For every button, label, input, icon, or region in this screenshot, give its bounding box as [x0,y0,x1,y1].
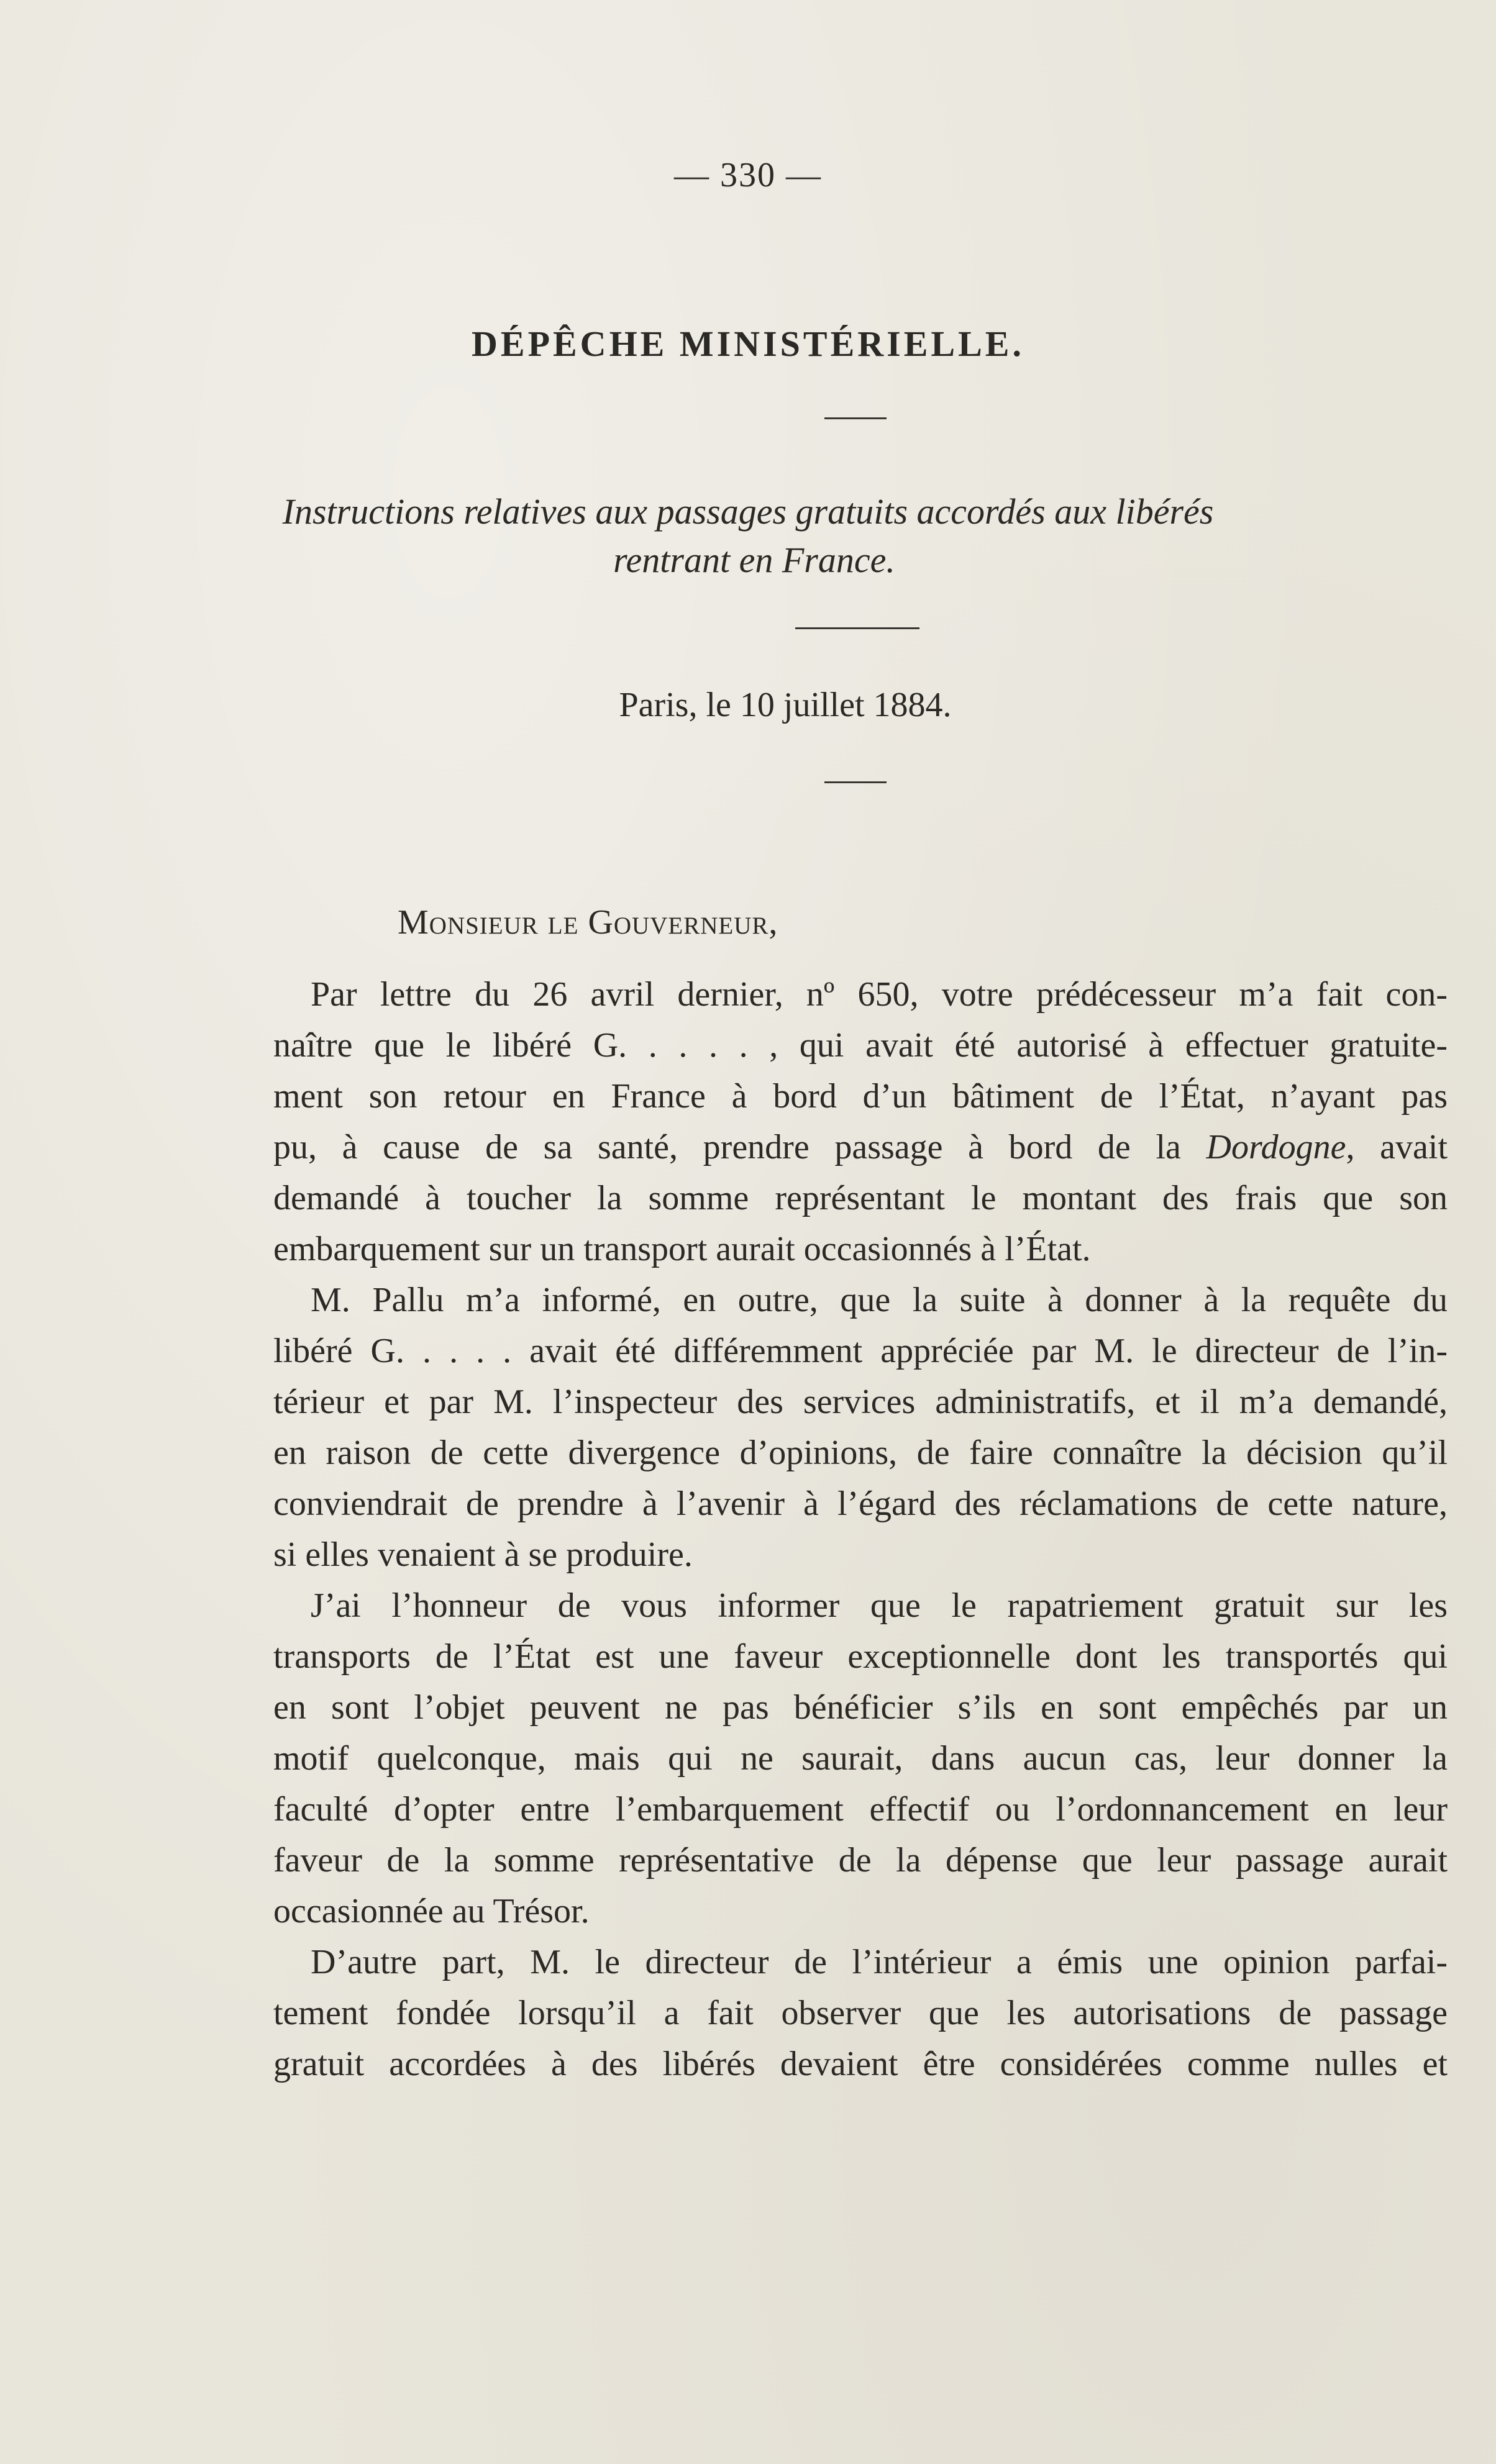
text-line: en raison de cette divergence d’opinions, de faire connaître la décision qu’il [273,1434,1448,1472]
text-line [273,1122,1448,1173]
dateline: Paris, le 10 juillet 1884. [619,686,952,724]
ship-name: Dordogne [1206,1128,1346,1166]
text-line: libéré G. . . . . avait été différemment appréciée par M. le directeur de l’in- [273,1332,1448,1370]
text-line: ment son retour en France à bord d’un bâtiment de l’État, n’ayant pas [273,1077,1448,1116]
text-line: occasionnée au Trésor. [273,1892,590,1930]
text-segment: , avait [1346,1128,1448,1166]
divider-rule [795,627,919,629]
text-line: M. Pallu m’a informé, en outre, que la suite à donner à la requête du [311,1281,1448,1319]
divider-rule [824,781,887,783]
text-line: embarquement sur un transport aurait occasionnés à l’État. [273,1230,1091,1268]
text-line: en sont l’objet peuvent ne pas bénéficier s’ils en sont empêchés par un [273,1688,1448,1727]
salutation: Monsieur le Gouverneur, [398,903,778,942]
text-line: faveur de la somme représentative de la dépense que leur passage aurait [273,1841,1448,1880]
divider-rule [824,417,887,419]
text-line: naître que le libéré G. . . . . , qui avait été autorisé à effectuer gratuite- [273,1026,1448,1065]
text-line: transports de l’État est une faveur exceptionnelle dont les transportés qui [273,1637,1448,1676]
text-line: conviendrait de prendre à l’avenir à l’égard des réclamations de cette nature, [273,1484,1448,1523]
text-line: demandé à toucher la somme représentant le montant des frais que son [273,1179,1448,1217]
page-title: DÉPÊCHE MINISTÉRIELLE. [472,324,1024,364]
text-line: faculté d’opter entre l’embarquement effectif ou l’ordonnancement en leur [273,1790,1448,1829]
text-line: tement fondée lorsqu’il a fait observer que les autorisations de passage [273,1994,1448,2032]
text-line: motif quelconque, mais qui ne saurait, dans aucun cas, leur donner la [273,1739,1448,1778]
text-line: si elles venaient à se produire. [273,1535,693,1574]
text-line: térieur et par M. l’inspecteur des services administratifs, et il m’a demandé, [273,1383,1448,1421]
text-line: Par lettre du 26 avril dernier, nº 650, votre prédécesseur m’a fait con- [311,975,1448,1014]
subtitle-line-2: rentrant en France. [613,540,895,580]
text-line: D’autre part, M. le directeur de l’intérieur a émis une opinion parfai- [311,1943,1448,1981]
text-segment: pu, à cause de sa santé, prendre passage à bord de la [273,1128,1181,1166]
subtitle-line-1: Instructions relatives aux passages gratuits accordés aux libérés [282,491,1214,532]
text-line: gratuit accordées à des libérés devaient être considérées comme nulles et [273,2045,1448,2083]
text-line: J’ai l’honneur de vous informer que le rapatriement gratuit sur les [311,1586,1448,1625]
page-number: — 330 — [674,156,822,194]
